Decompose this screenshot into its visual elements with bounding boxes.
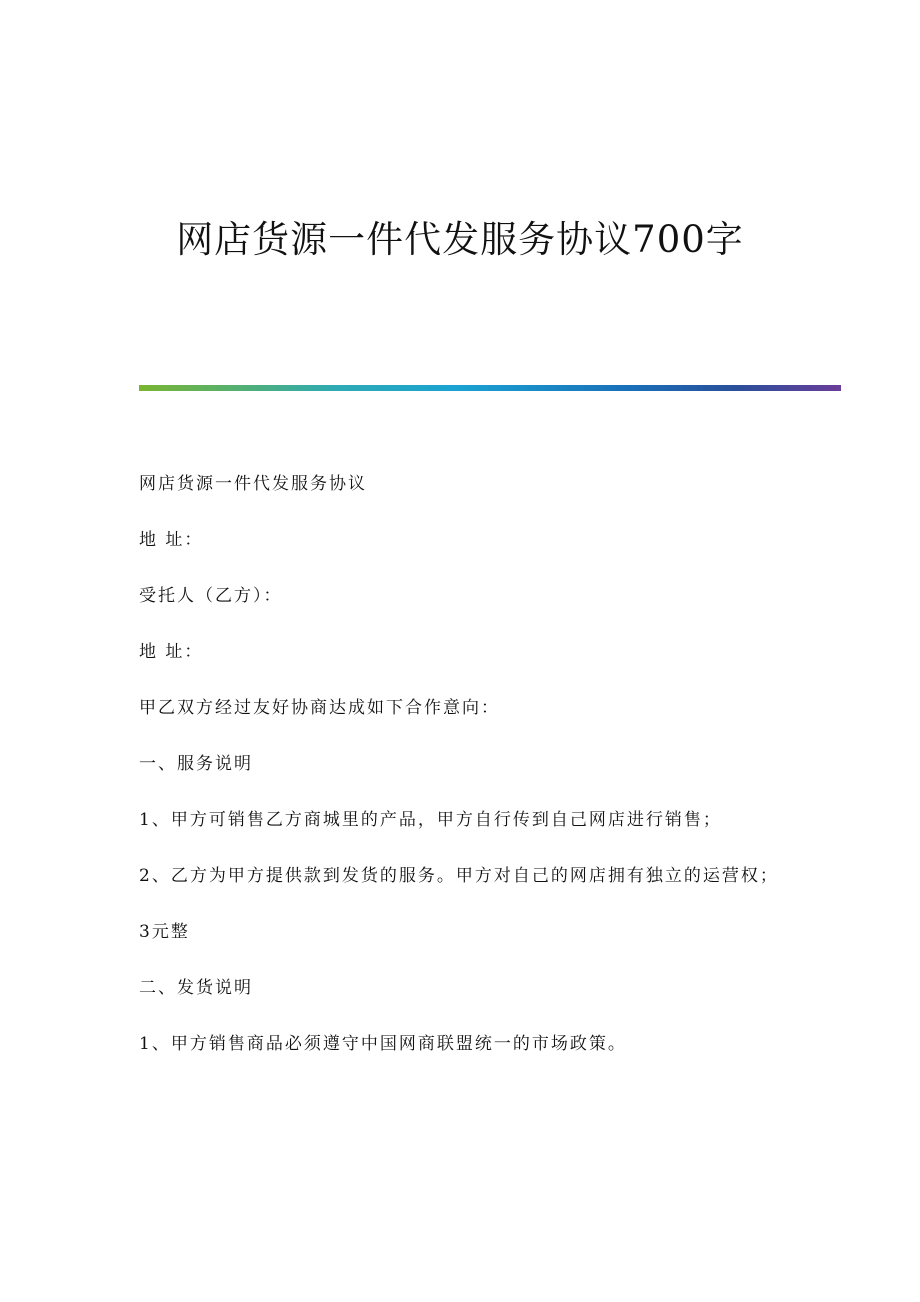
section-heading-service: 一、服务说明 xyxy=(139,754,253,774)
paragraph-clause-2: 2、乙方为甲方提供款到发货的服务。甲方对自己的网店拥有独立的运营权； xyxy=(139,866,779,886)
paragraph-address-2: 地 址： xyxy=(139,642,204,662)
paragraph-trustee: 受托人（乙方）： xyxy=(139,586,283,606)
section-heading-shipping: 二、发货说明 xyxy=(139,978,253,998)
paragraph-amount: 3元整 xyxy=(139,922,190,942)
paragraph-address-1: 地 址： xyxy=(139,530,204,550)
paragraph-intent: 甲乙双方经过友好协商达成如下合作意向： xyxy=(139,698,500,718)
paragraph-agreement-name: 网店货源一件代发服务协议 xyxy=(139,474,367,494)
document-body xyxy=(139,468,839,1084)
paragraph-clause-1: 1、甲方可销售乙方商城里的产品，甲方自行传到自己网店进行销售； xyxy=(139,810,722,830)
paragraph-shipping-clause-1: 1、甲方销售商品必须遵守中国网商联盟统一的市场政策。 xyxy=(139,1034,627,1054)
document-title: 网店货源一件代发服务协议700字 xyxy=(176,218,744,261)
title-divider xyxy=(139,385,841,391)
